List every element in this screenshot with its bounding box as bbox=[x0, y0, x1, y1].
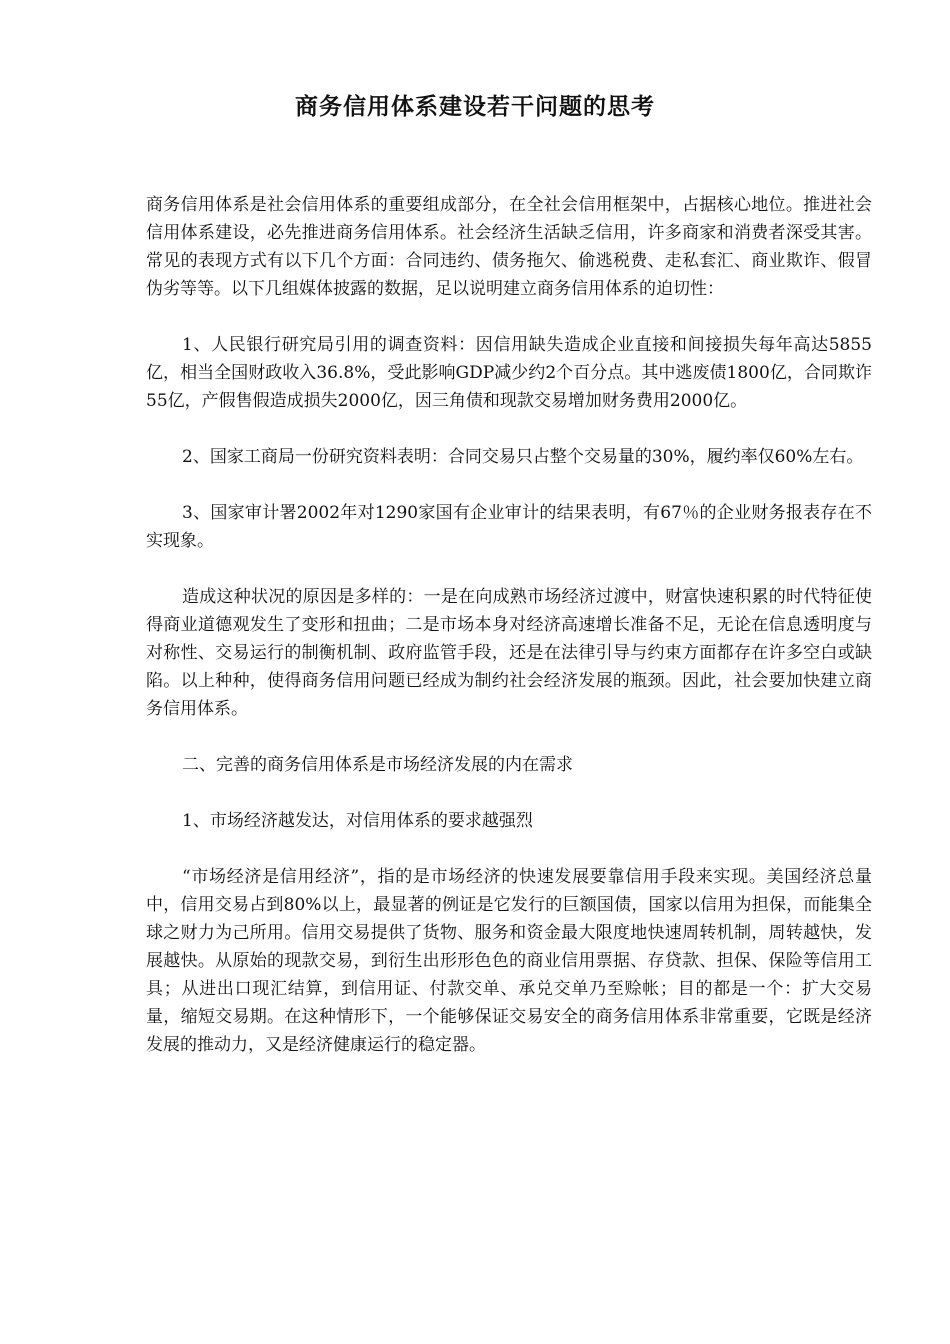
section-heading-2: 二、完善的商务信用体系是市场经济发展的内在需求 bbox=[182, 755, 573, 775]
intro-paragraph: 商务信用体系是社会信用体系的重要组成部分，在全社会信用框架中，占据核心地位。推进社会信用体系建设，必先推进商务信用体系。社会经济生活缺乏信用，许多商家和消费者深受其害。常见的表现方式有以下几个方面：合同违约、债务拖欠、偷逃税费、走私套汇、商业欺诈、假冒伪劣等等。以下几组媒体披露的数据，足以说明建立商务信用体系的迫切性： bbox=[146, 195, 872, 299]
data-point-3-paragraph: 3、国家审计署2002年对1290家国有企业审计的结果表明，有67％的企业财务报表存在不实现象。 bbox=[146, 503, 872, 551]
market-economy-paragraph: “市场经济是信用经济”，指的是市场经济的快速发展要靠信用手段来实现。美国经济总量中，信用交易占到80%以上，最显著的例证是它发行的巨额国债，国家以信用为担保，而能集全球之财力为己所用。信用交易提供了货物、服务和资金最大限度地快速周转机制，周转越快，发展越快。从原始的现款交易，到衍生出形形色色的商业信用票据、存贷款、担保、保险等信用工具；从进出口现汇结算，到信用证、付款交单、承兑交单乃至赊帐；目的都是一个：扩大交易量，缩短交易期。在这种情形下，一个能够保证交易安全的商务信用体系非常重要，它既是经济发展的推动力，又是经济健康运行的稳定器。 bbox=[146, 867, 872, 1055]
data-point-1-paragraph: 1、人民银行研究局引用的调查资料：因信用缺失造成企业直接和间接损失每年高达5855亿，相当全国财政收入36.8%，受此影响GDP减少约2个百分点。其中逃废债1800亿，合同欺诈55亿，产假售假造成损失2000亿，因三角债和现款交易增加财务费用2000亿。 bbox=[146, 335, 872, 411]
subsection-heading-1: 1、市场经济越发达，对信用体系的要求越强烈 bbox=[182, 811, 533, 831]
causes-paragraph: 造成这种状况的原因是多样的：一是在向成熟市场经济过渡中，财富快速积累的时代特征使得商业道德观发生了变形和扭曲；二是市场本身对经济高速增长准备不足，无论在信息透明度与对称性、交易运行的制衡机制、政府监管手段，还是在法律引导与约束方面都存在许多空白或缺陷。以上种种，使得商务信用问题已经成为制约社会经济发展的瓶颈。因此，社会要加快建立商务信用体系。 bbox=[146, 587, 872, 719]
document-body bbox=[146, 191, 872, 1087]
document-title: 商务信用体系建设若干问题的思考 bbox=[295, 93, 655, 120]
data-point-2-paragraph: 2、国家工商局一份研究资料表明：合同交易只占整个交易量的30%，履约率仅60%左右。 bbox=[182, 447, 864, 467]
